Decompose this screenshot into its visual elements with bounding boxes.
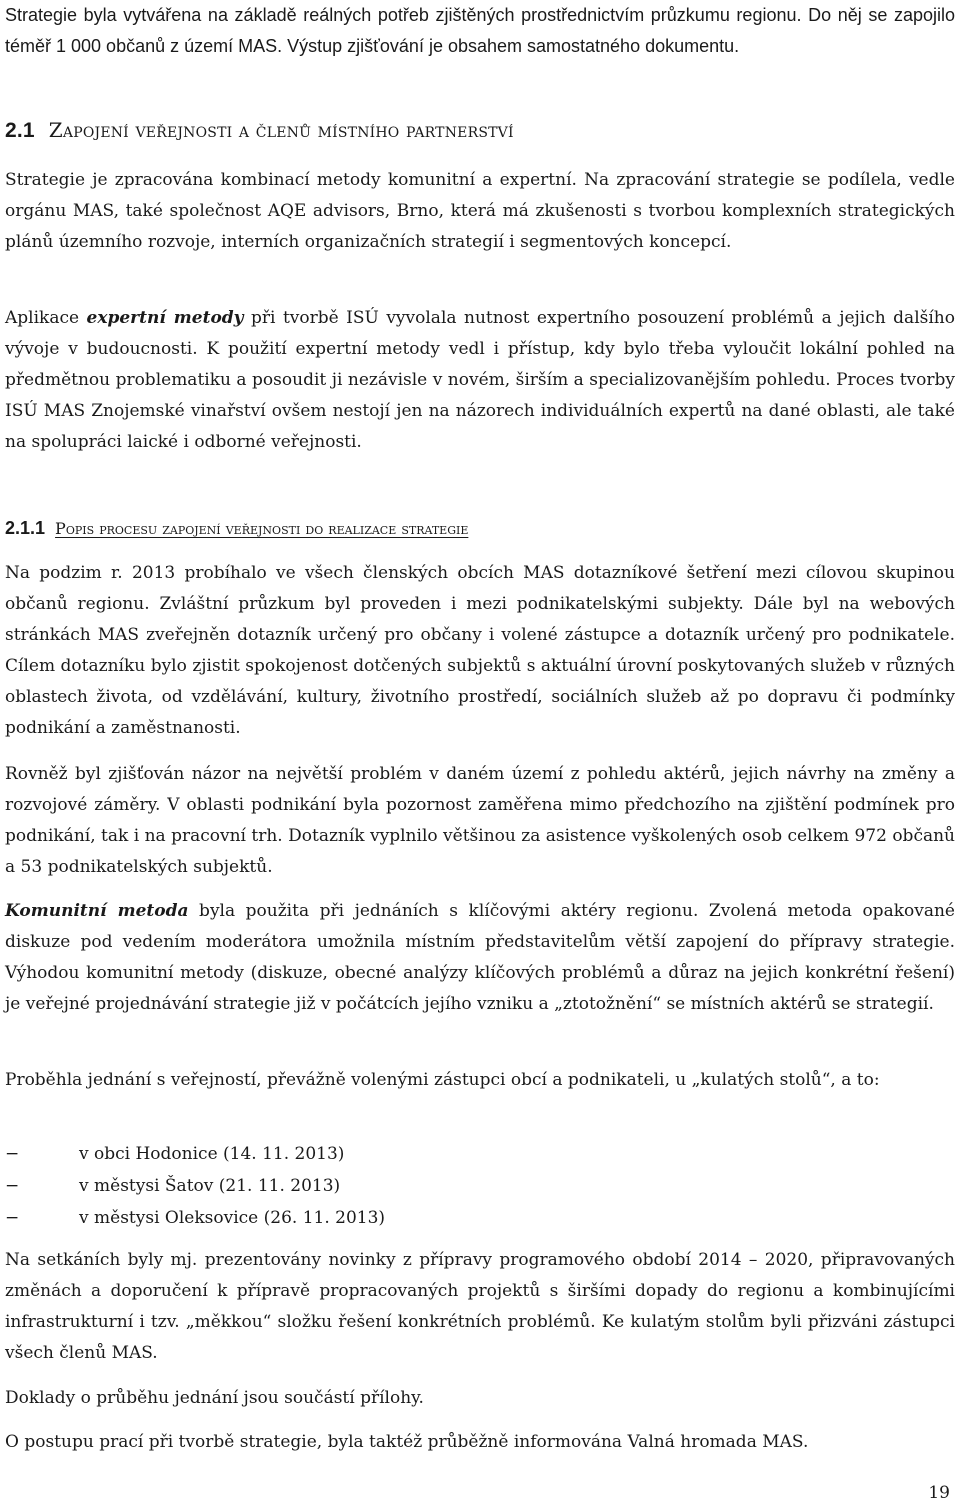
list-dash: −	[5, 1208, 20, 1228]
list-item-text: v obci Hodonice (14. 11. 2013)	[79, 1144, 345, 1164]
list-dash: −	[5, 1144, 20, 1164]
paragraph-expert-method	[5, 303, 955, 458]
paragraph-text: Aplikace	[5, 308, 87, 328]
list-dash: −	[5, 1176, 20, 1196]
subsection-number: 2.1.1	[5, 518, 46, 538]
page-number: 19	[928, 1483, 950, 1503]
paragraph-survey: Na podzim r. 2013 probíhalo ve všech členských obcích MAS dotazníkové šetření mezi cílovou skupinou občanů regionu. Zvláštní průzkum byl proveden i mezi podnikatelskými subjekty. Dále byl na webových stránkách MAS zveřejněn dotazník určený pro občany i volené zástupce a dotazník určený pro podnikatele. Cílem dotazníku bylo zjistit spokojenost dotčených subjektů s aktuální úrovní poskytovaných služeb v různých oblastech života, od vzdělávání, kultury, životního prostředí, sociálních služeb až po dopravu či podmínky podnikání a zaměstnanosti.	[5, 563, 955, 738]
subsection-title: Popis procesu zapojení veřejnosti do realizace strategie	[55, 519, 469, 538]
expert-method-emphasis: expertní metody	[86, 308, 244, 328]
community-method-emphasis: Komunitní metoda	[5, 901, 189, 921]
intro-paragraph: Strategie byla vytvářena na základě reálných potřeb zjištěných prostřednictvím průzkumu regionu. Do něj se zapojilo téměř 1 000 občanů z území MAS. Výstup zjišťování je obsahem samostatného dokumentu.	[5, 5, 955, 56]
section-number: 2.1	[5, 119, 35, 142]
section-title: Zapojení veřejnosti a členů místního partnerství	[48, 118, 514, 142]
list-item-text: v městysi Šatov (21. 11. 2013)	[79, 1176, 341, 1196]
paragraph-community-method	[5, 896, 955, 1020]
list-item	[5, 1139, 955, 1170]
list-item	[5, 1203, 955, 1234]
paragraph-methods: Strategie je zpracována kombinací metody komunitní a expertní. Na zpracování strategie se podílela, vedle orgánu MAS, také společnost AQE advisors, Brno, která má zkušenosti s tvorbou komplexních strategických plánů územního rozvoje, interních organizačních strategií i segmentových koncepcí.	[5, 170, 955, 252]
paragraph-presentations: Na setkáních byly mj. prezentovány novinky z přípravy programového období 2014 – 2020, připravovaných změnách a doporučení k přípravě propracovaných projektů s širšími dopady do regionu a kombinujícími infrastrukturní i tzv. „měkkou“ složku řešení konkrétních problémů. Ke kulatým stolům byli přizváni zástupci všech členů MAS.	[5, 1250, 955, 1363]
list-item	[5, 1171, 955, 1202]
paragraph-text: byla použita při jednáních s klíčovými aktéry regionu. Zvolená metoda opakované diskuze pod vedením moderátora umožnila místním představitelům větší zapojení do přípravy strategie. Výhodou komunitní metody (diskuze, obecné analýzy klíčových problémů a důraz na jejich konkrétní řešení) je veřejné projednávání strategie již v počátcích jejího vzniku a „ztotožnění“ se místních aktérů se strategií.	[5, 901, 955, 1014]
subsection-heading	[5, 513, 955, 544]
paragraph-documents: Doklady o průběhu jednání jsou součástí přílohy.	[5, 1388, 424, 1408]
paragraph-text: při tvorbě ISÚ vyvolala nutnost expertního posouzení problémů a jejich dalšího vývoje v budoucnosti. K použití expertní metody vedl i přístup, kdy bylo třeba vyloučit lokální pohled na předmětnou problematiku a posoudit ji nezávisle v novém, širším a specializovanějším pohledu. Proces tvorby ISÚ MAS Znojemské vinařství ovšem nestojí jen na názorech individuálních expertů na dané oblasti, ale také na spolupráci laické i odborné veřejnosti.	[5, 308, 955, 452]
list-item-text: v městysi Oleksovice (26. 11. 2013)	[79, 1208, 386, 1228]
section-heading	[5, 115, 955, 146]
paragraph-meetings: Proběhla jednání s veřejností, převážně volenými zástupci obcí a podnikateli, u „kulatých stolů“, a to:	[5, 1070, 880, 1090]
paragraph-opinions: Rovněž byl zjišťován názor na největší problém v daném území z pohledu aktérů, jejich návrhy na změny a rozvojové záměry. V oblasti podnikání byla pozornost zaměřena mimo předchozího na zjištění podmínek pro podnikání, tak i na pracovní trh. Dotazník vyplnilo většinou za asistence vyškolených osob celkem 972 občanů a 53 podnikatelských subjektů.	[5, 764, 955, 877]
paragraph-general-assembly: O postupu prací při tvorbě strategie, byla taktéž průběžně informována Valná hromada MAS.	[5, 1432, 809, 1452]
